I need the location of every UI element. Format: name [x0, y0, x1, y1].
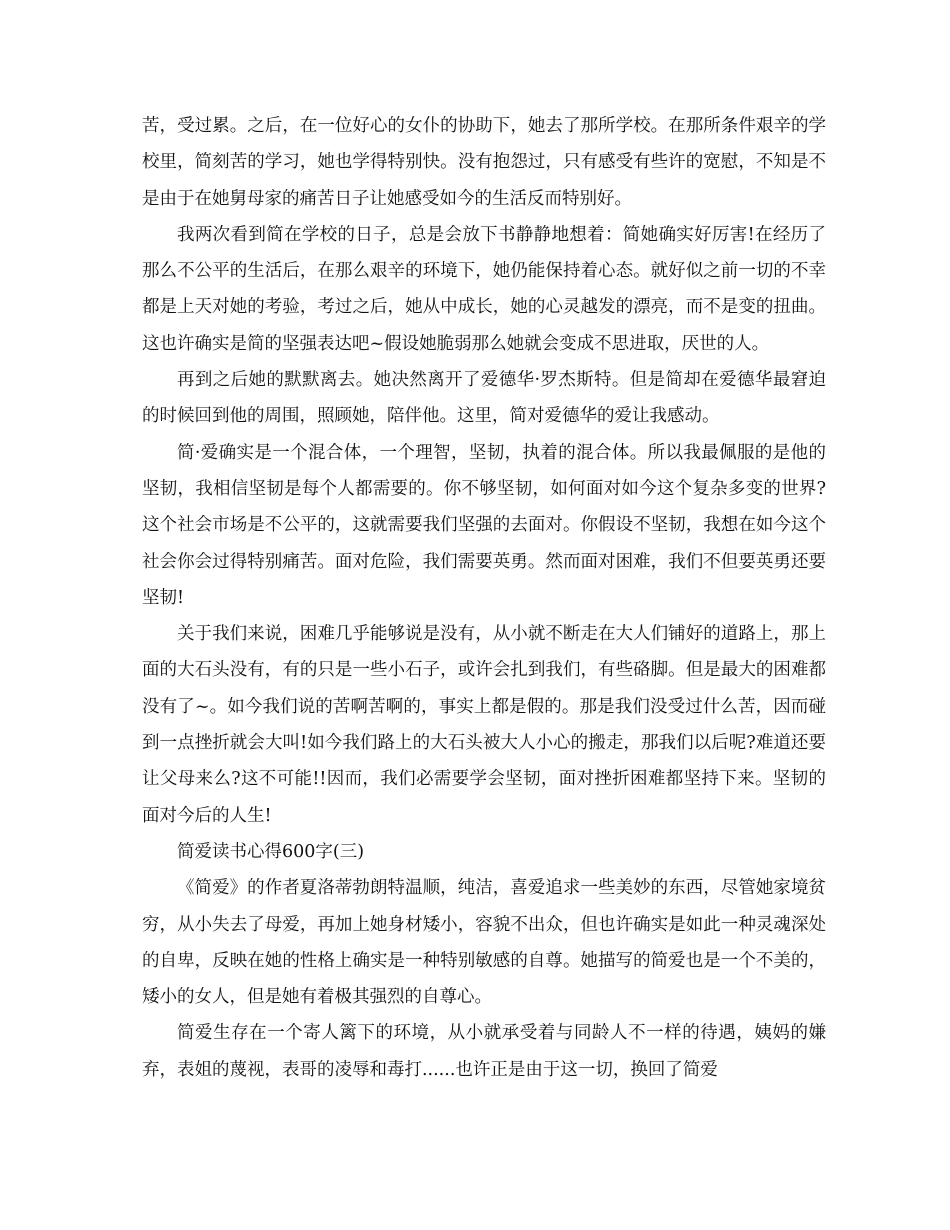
paragraph-3: 再到之后她的默默离去。她决然离开了爱德华·罗杰斯特。但是简却在爱德华最窘迫的时候回到他的周围，照顾她，陪伴他。这里，简对爱德华的爱让我感动。	[142, 370, 826, 427]
paragraph-5: 关于我们来说，困难几乎能够说是没有，从小就不断走在大人们铺好的道路上，那上面的大石头没有，有的只是一些小石子，或许会扎到我们，有些硌脚。但是最大的困难都没有了~。如今我们说的苦啊苦啊的，事实上都是假的。那是我们没受过什么苦，因而碰到一点挫折就会大叫!如今我们路上的大石头被大人小心的搬走，那我们以后呢?难道还要让父母来么?这不可能!!因而，我们必需要学会坚韧，面对挫折困难都坚持下来。坚韧的面对今后的人生!	[142, 624, 826, 826]
section-heading: 简爱读书心得600字(三)	[177, 841, 365, 862]
document-page	[142, 108, 826, 1088]
paragraph-4: 简·爱确实是一个混合体，一个理智，坚韧，执着的混合体。所以我最佩服的是他的坚韧，我相信坚韧是每个人都需要的。你不够坚韧，如何面对如今这个复杂多变的世界?这个社会市场是不公平的，这就需要我们坚强的去面对。你假设不坚韧，我想在如今这个社会你会过得特别痛苦。面对危险，我们需要英勇。然而面对困难，我们不但要英勇还要坚韧!	[142, 442, 826, 608]
paragraph-6: 《简爱》的作者夏洛蒂勃朗特温顺，纯洁，喜爱追求一些美妙的东西，尽管她家境贫穷，从小失去了母爱，再加上她身材矮小，容貌不出众，但也许确实是如此一种灵魂深处的自卑，反映在她的性格上确实是一种特别敏感的自尊。她描写的简爱也是一个不美的，矮小的女人，但是她有着极其强烈的自尊心。	[142, 878, 826, 1008]
paragraph-2: 我两次看到简在学校的日子，总是会放下书静静地想着：简她确实好厉害!在经历了那么不公平的生活后，在那么艰辛的环境下，她仍能保持着心态。就好似之前一切的不幸都是上天对她的考验，考过之后，她从中成长，她的心灵越发的漂亮，而不是变的扭曲。这也许确实是简的坚强表达吧~假设她脆弱那么她就会变成不思进取，厌世的人。	[142, 224, 826, 354]
paragraph-1: 苦，受过累。之后，在一位好心的女仆的协助下，她去了那所学校。在那所条件艰辛的学校里，简刻苦的学习，她也学得特别快。没有抱怨过，只有感受有些许的宽慰，不知是不是由于在她舅母家的痛苦日子让她感受如今的生活反而特别好。	[142, 116, 826, 209]
paragraph-7: 简爱生存在一个寄人篱下的环境，从小就承受着与同龄人不一样的待遇，姨妈的嫌弃，表姐的蔑视，表哥的凌辱和毒打......也许正是由于这一切，换回了简爱	[142, 1023, 826, 1080]
